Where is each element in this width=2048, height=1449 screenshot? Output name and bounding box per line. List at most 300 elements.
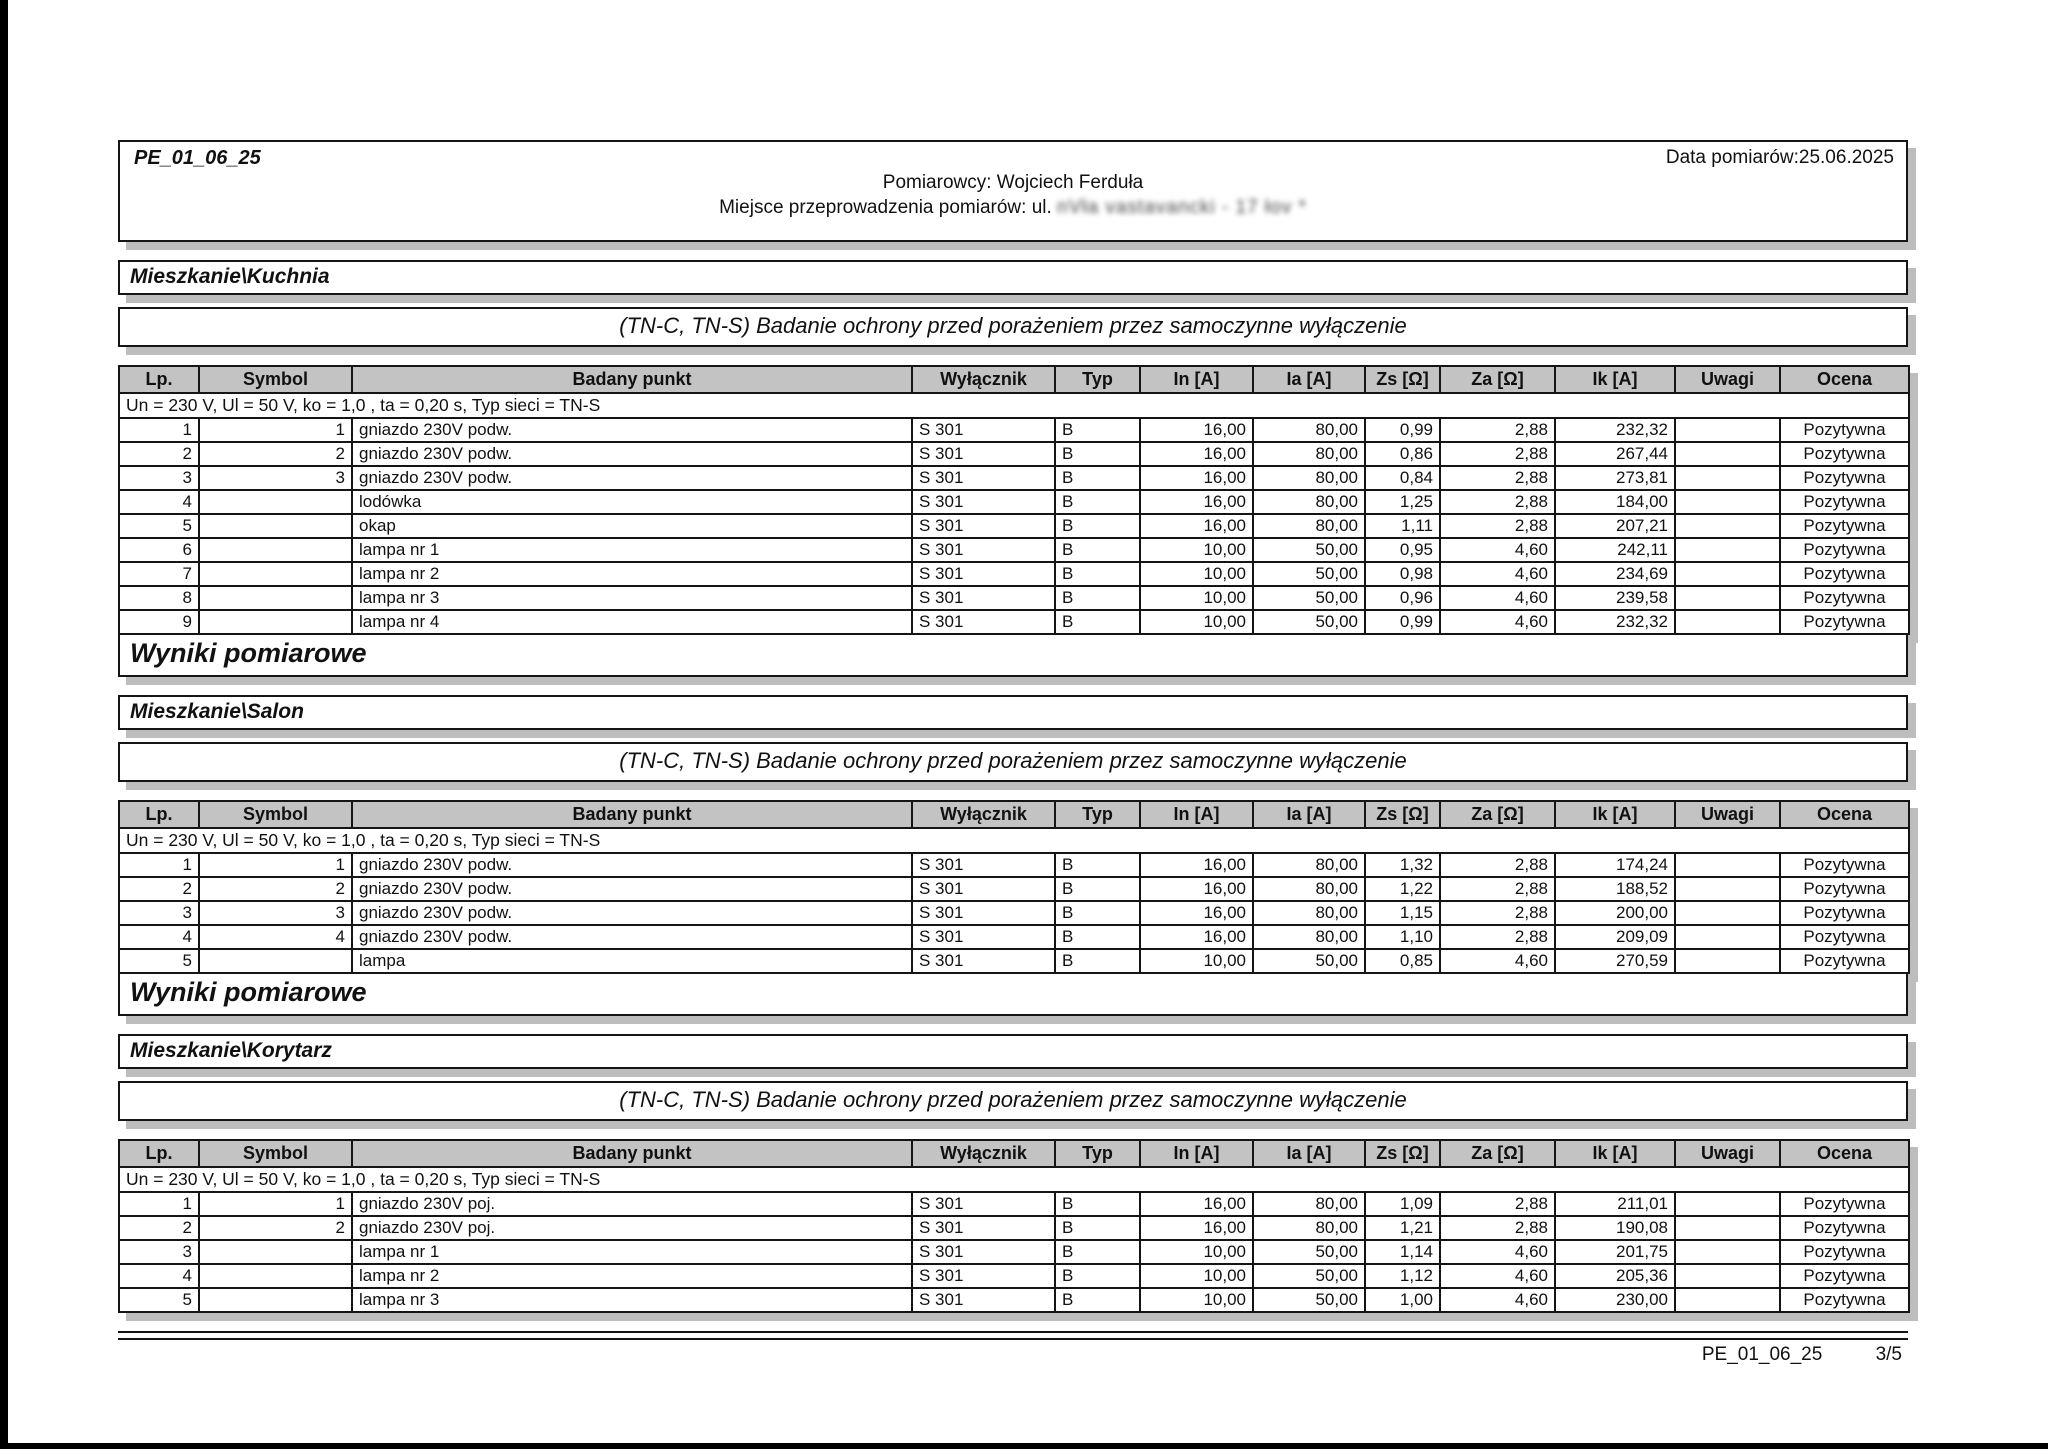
table-cell — [1675, 1288, 1780, 1312]
table-cell — [199, 1288, 352, 1312]
table-cell: Pozytywna — [1780, 1264, 1909, 1288]
page-footer — [118, 1344, 1908, 1366]
table-cell: 0,95 — [1365, 538, 1440, 562]
table-cell: 4,60 — [1440, 1240, 1555, 1264]
table-row — [119, 466, 1909, 490]
table-cell: B — [1055, 538, 1140, 562]
table-cell: 4 — [119, 1264, 199, 1288]
column-header: Zs [Ω] — [1365, 366, 1440, 393]
table-cell: 50,00 — [1253, 586, 1365, 610]
table-cell: 2,88 — [1440, 514, 1555, 538]
table-cell: B — [1055, 562, 1140, 586]
section-name: Mieszkanie\Salon — [118, 695, 1908, 730]
table-cell: 16,00 — [1140, 418, 1253, 442]
params-row — [119, 393, 1909, 418]
table-row — [119, 490, 1909, 514]
table-cell: 80,00 — [1253, 1216, 1365, 1240]
table-cell: 0,85 — [1365, 949, 1440, 973]
table-cell: 1,09 — [1365, 1192, 1440, 1216]
table-cell — [199, 514, 352, 538]
table-cell: 1,11 — [1365, 514, 1440, 538]
table-cell: 1 — [119, 853, 199, 877]
table-cell — [1675, 1192, 1780, 1216]
table-cell: S 301 — [912, 1240, 1055, 1264]
table-cell: 1,12 — [1365, 1264, 1440, 1288]
table-cell: 209,09 — [1555, 925, 1675, 949]
table-cell: 5 — [119, 514, 199, 538]
table-cell: 201,75 — [1555, 1240, 1675, 1264]
table-row — [119, 1216, 1909, 1240]
table-cell: 80,00 — [1253, 490, 1365, 514]
table-cell: 80,00 — [1253, 877, 1365, 901]
table-cell — [1675, 610, 1780, 634]
measurement-table — [118, 800, 1910, 974]
table-cell: 4,60 — [1440, 1288, 1555, 1312]
table-cell: 80,00 — [1253, 853, 1365, 877]
column-header: Za [Ω] — [1440, 366, 1555, 393]
table-row — [119, 949, 1909, 973]
table-cell: 80,00 — [1253, 1192, 1365, 1216]
table-cell: S 301 — [912, 877, 1055, 901]
table-cell: 2 — [119, 877, 199, 901]
scan-edge-bottom — [0, 1443, 2048, 1449]
table-cell: 80,00 — [1253, 925, 1365, 949]
table-cell: Pozytywna — [1780, 877, 1909, 901]
table-cell: 5 — [119, 949, 199, 973]
table-cell: lampa nr 2 — [352, 1264, 912, 1288]
table-cell: 2,88 — [1440, 853, 1555, 877]
column-header: Typ — [1055, 366, 1140, 393]
table-cell: gniazdo 230V podw. — [352, 877, 912, 901]
table-cell: Pozytywna — [1780, 853, 1909, 877]
table-cell: 0,86 — [1365, 442, 1440, 466]
table-cell: 207,21 — [1555, 514, 1675, 538]
column-header: Lp. — [119, 366, 199, 393]
table-cell: 0,99 — [1365, 610, 1440, 634]
table-cell: S 301 — [912, 1192, 1055, 1216]
table-cell: B — [1055, 1216, 1140, 1240]
table-cell: 3 — [119, 901, 199, 925]
column-header: Zs [Ω] — [1365, 1140, 1440, 1167]
room-section — [118, 695, 1908, 1016]
table-cell: B — [1055, 853, 1140, 877]
table-cell: 16,00 — [1140, 514, 1253, 538]
table-cell — [1675, 586, 1780, 610]
table-cell: 10,00 — [1140, 1264, 1253, 1288]
column-header: Symbol — [199, 1140, 352, 1167]
table-cell: 3 — [199, 466, 352, 490]
table-cell: 188,52 — [1555, 877, 1675, 901]
table-cell: 4,60 — [1440, 538, 1555, 562]
table-cell — [199, 562, 352, 586]
table-cell — [199, 538, 352, 562]
params-line: Un = 230 V, Ul = 50 V, ko = 1,0 , ta = 0,20 s, Typ sieci = TN-S — [119, 828, 1909, 853]
column-header: Ocena — [1780, 801, 1909, 828]
footer-page-indicator: 3/5 — [1875, 1344, 1902, 1365]
table-cell: 80,00 — [1253, 901, 1365, 925]
column-header: Wyłącznik — [912, 1140, 1055, 1167]
table-title: (TN-C, TN-S) Badanie ochrony przed porażeniem przez samoczynne wyłączenie — [118, 307, 1908, 347]
table-cell: 50,00 — [1253, 949, 1365, 973]
table-cell: 10,00 — [1140, 586, 1253, 610]
table-cell: B — [1055, 418, 1140, 442]
table-cell: 2,88 — [1440, 466, 1555, 490]
table-cell: gniazdo 230V podw. — [352, 925, 912, 949]
table-cell: Pozytywna — [1780, 1240, 1909, 1264]
table-cell: 4 — [119, 925, 199, 949]
table-cell: 0,96 — [1365, 586, 1440, 610]
measurement-date: Data pomiarów:25.06.2025 — [1665, 147, 1894, 168]
table-cell: S 301 — [912, 1264, 1055, 1288]
column-header: Za [Ω] — [1440, 801, 1555, 828]
table-cell: S 301 — [912, 1216, 1055, 1240]
table-cell: S 301 — [912, 586, 1055, 610]
column-header: In [A] — [1140, 366, 1253, 393]
table-row — [119, 853, 1909, 877]
table-cell: 80,00 — [1253, 514, 1365, 538]
column-header: Ia [A] — [1253, 1140, 1365, 1167]
table-row — [119, 418, 1909, 442]
table-cell: 1 — [119, 1192, 199, 1216]
table-cell: lampa nr 3 — [352, 1288, 912, 1312]
column-header: Lp. — [119, 801, 199, 828]
measurement-table — [118, 1139, 1910, 1313]
table-cell: 1,00 — [1365, 1288, 1440, 1312]
column-header: Wyłącznik — [912, 366, 1055, 393]
table-cell: gniazdo 230V podw. — [352, 853, 912, 877]
results-heading: Wyniki pomiarowe — [118, 972, 1908, 1016]
table-cell: B — [1055, 1264, 1140, 1288]
section-name: Mieszkanie\Kuchnia — [118, 260, 1908, 295]
table-cell: B — [1055, 1288, 1140, 1312]
table-cell: 2 — [199, 442, 352, 466]
footer-document-id: PE_01_06_25 — [1701, 1344, 1823, 1365]
table-cell: S 301 — [912, 490, 1055, 514]
column-header: In [A] — [1140, 801, 1253, 828]
report-header — [118, 140, 1908, 242]
table-cell: gniazdo 230V podw. — [352, 466, 912, 490]
column-header: Symbol — [199, 366, 352, 393]
table-cell: B — [1055, 466, 1140, 490]
table-cell: 242,11 — [1555, 538, 1675, 562]
table-cell: gniazdo 230V podw. — [352, 442, 912, 466]
table-cell: 200,00 — [1555, 901, 1675, 925]
column-header: Zs [Ω] — [1365, 801, 1440, 828]
table-cell: 3 — [119, 466, 199, 490]
table-cell: lampa nr 1 — [352, 538, 912, 562]
table-header-row — [119, 801, 1909, 828]
table-cell: Pozytywna — [1780, 490, 1909, 514]
location-line — [120, 195, 1906, 220]
table-cell — [1675, 490, 1780, 514]
table-cell: 4,60 — [1440, 586, 1555, 610]
table-cell: Pozytywna — [1780, 562, 1909, 586]
table-cell: B — [1055, 610, 1140, 634]
table-cell: S 301 — [912, 562, 1055, 586]
table-cell: 1 — [199, 853, 352, 877]
table-cell — [1675, 562, 1780, 586]
measurement-table — [118, 365, 1910, 635]
table-cell: 4,60 — [1440, 610, 1555, 634]
table-cell: 16,00 — [1140, 1216, 1253, 1240]
table-row — [119, 901, 1909, 925]
table-header-row — [119, 1140, 1909, 1167]
table-cell: gniazdo 230V podw. — [352, 418, 912, 442]
location-prefix: Miejsce przeprowadzenia pomiarów: ul. — [719, 197, 1052, 218]
table-cell: B — [1055, 949, 1140, 973]
table-cell — [1675, 925, 1780, 949]
table-cell: 1,32 — [1365, 853, 1440, 877]
table-cell: 50,00 — [1253, 562, 1365, 586]
table-row — [119, 442, 1909, 466]
table-cell: 6 — [119, 538, 199, 562]
table-title: (TN-C, TN-S) Badanie ochrony przed porażeniem przez samoczynne wyłączenie — [118, 742, 1908, 782]
table-cell: gniazdo 230V poj. — [352, 1192, 912, 1216]
table-cell: 2,88 — [1440, 925, 1555, 949]
table-cell: 239,58 — [1555, 586, 1675, 610]
table-cell: 1 — [199, 1192, 352, 1216]
column-header: Uwagi — [1675, 1140, 1780, 1167]
table-cell: 50,00 — [1253, 1264, 1365, 1288]
table-cell: S 301 — [912, 514, 1055, 538]
sections-container — [118, 260, 1908, 1313]
column-header: Ik [A] — [1555, 1140, 1675, 1167]
column-header: Ocena — [1780, 366, 1909, 393]
table-cell — [199, 1240, 352, 1264]
table-cell: 4,60 — [1440, 562, 1555, 586]
table-cell — [1675, 514, 1780, 538]
table-cell: 4,60 — [1440, 1264, 1555, 1288]
table-cell: 16,00 — [1140, 1192, 1253, 1216]
table-cell — [1675, 1240, 1780, 1264]
column-header: Uwagi — [1675, 366, 1780, 393]
table-cell: 10,00 — [1140, 610, 1253, 634]
table-cell: 2 — [199, 1216, 352, 1240]
table-cell: Pozytywna — [1780, 418, 1909, 442]
column-header: Za [Ω] — [1440, 1140, 1555, 1167]
table-cell — [1675, 949, 1780, 973]
table-cell: 2,88 — [1440, 442, 1555, 466]
table-cell: Pozytywna — [1780, 514, 1909, 538]
table-cell: 2,88 — [1440, 1216, 1555, 1240]
table-cell: 10,00 — [1140, 1240, 1253, 1264]
table-cell: 4 — [199, 925, 352, 949]
table-cell: B — [1055, 1240, 1140, 1264]
table-cell: lampa nr 3 — [352, 586, 912, 610]
table-cell: 211,01 — [1555, 1192, 1675, 1216]
table-cell: 1,10 — [1365, 925, 1440, 949]
column-header: Uwagi — [1675, 801, 1780, 828]
table-cell: 2,88 — [1440, 490, 1555, 514]
table-cell: lodówka — [352, 490, 912, 514]
table-cell — [199, 586, 352, 610]
room-section — [118, 260, 1908, 677]
column-header: Ia [A] — [1253, 366, 1365, 393]
table-cell: B — [1055, 925, 1140, 949]
table-cell — [1675, 853, 1780, 877]
table-cell: B — [1055, 1192, 1140, 1216]
table-cell: S 301 — [912, 949, 1055, 973]
table-cell: 9 — [119, 610, 199, 634]
table-cell: B — [1055, 514, 1140, 538]
column-header: Badany punkt — [352, 1140, 912, 1167]
table-cell: 16,00 — [1140, 466, 1253, 490]
table-cell: 273,81 — [1555, 466, 1675, 490]
table-cell: S 301 — [912, 610, 1055, 634]
table-cell: Pozytywna — [1780, 538, 1909, 562]
table-cell: 2 — [119, 1216, 199, 1240]
table-cell: S 301 — [912, 1288, 1055, 1312]
table-cell: 3 — [199, 901, 352, 925]
room-section — [118, 1034, 1908, 1313]
table-cell: 10,00 — [1140, 949, 1253, 973]
table-cell: okap — [352, 514, 912, 538]
table-cell — [199, 610, 352, 634]
table-cell: 232,32 — [1555, 610, 1675, 634]
table-cell — [1675, 418, 1780, 442]
column-header: Ia [A] — [1253, 801, 1365, 828]
table-cell: B — [1055, 901, 1140, 925]
table-cell: Pozytywna — [1780, 949, 1909, 973]
location-redacted: nVła vastavancki - 17 łov * — [1057, 197, 1307, 218]
table-row — [119, 1240, 1909, 1264]
table-cell: S 301 — [912, 901, 1055, 925]
table-cell: 10,00 — [1140, 1288, 1253, 1312]
table-cell: lampa nr 2 — [352, 562, 912, 586]
table-cell — [1675, 442, 1780, 466]
column-header: Typ — [1055, 1140, 1140, 1167]
surveyors-line: Pomiarowcy: Wojciech Ferduła — [882, 172, 1144, 193]
table-cell: S 301 — [912, 925, 1055, 949]
table-cell: S 301 — [912, 538, 1055, 562]
table-cell: 270,59 — [1555, 949, 1675, 973]
table-cell: 234,69 — [1555, 562, 1675, 586]
table-cell: lampa nr 4 — [352, 610, 912, 634]
table-cell: Pozytywna — [1780, 1192, 1909, 1216]
table-cell: 16,00 — [1140, 442, 1253, 466]
table-cell: 1 — [199, 418, 352, 442]
table-cell — [1675, 466, 1780, 490]
params-line: Un = 230 V, Ul = 50 V, ko = 1,0 , ta = 0,20 s, Typ sieci = TN-S — [119, 1167, 1909, 1192]
table-row — [119, 1264, 1909, 1288]
table-cell — [1675, 1264, 1780, 1288]
table-cell: 10,00 — [1140, 538, 1253, 562]
table-cell: 2,88 — [1440, 901, 1555, 925]
table-cell: Pozytywna — [1780, 610, 1909, 634]
column-header: Ik [A] — [1555, 366, 1675, 393]
table-row — [119, 562, 1909, 586]
scan-edge-left — [0, 0, 8, 1449]
table-cell: 50,00 — [1253, 1240, 1365, 1264]
column-header: Badany punkt — [352, 801, 912, 828]
table-cell: 16,00 — [1140, 490, 1253, 514]
table-cell: 16,00 — [1140, 853, 1253, 877]
table-cell: 0,84 — [1365, 466, 1440, 490]
table-cell: 50,00 — [1253, 1288, 1365, 1312]
table-cell: 230,00 — [1555, 1288, 1675, 1312]
table-cell: S 301 — [912, 853, 1055, 877]
table-cell: 80,00 — [1253, 442, 1365, 466]
table-row — [119, 610, 1909, 634]
table-cell: 2 — [119, 442, 199, 466]
table-cell: Pozytywna — [1780, 442, 1909, 466]
table-row — [119, 538, 1909, 562]
table-cell: Pozytywna — [1780, 901, 1909, 925]
table-cell: Pozytywna — [1780, 925, 1909, 949]
table-cell: 10,00 — [1140, 562, 1253, 586]
table-cell: Pozytywna — [1780, 586, 1909, 610]
table-cell: 0,99 — [1365, 418, 1440, 442]
table-cell: lampa nr 1 — [352, 1240, 912, 1264]
column-header: Ik [A] — [1555, 801, 1675, 828]
report-content — [118, 140, 1908, 1366]
table-cell: 184,00 — [1555, 490, 1675, 514]
table-cell: 1,22 — [1365, 877, 1440, 901]
table-cell: B — [1055, 442, 1140, 466]
table-cell: B — [1055, 490, 1140, 514]
table-cell: 2,88 — [1440, 877, 1555, 901]
document-id: PE_01_06_25 — [134, 147, 261, 169]
table-cell: 267,44 — [1555, 442, 1675, 466]
table-cell — [199, 490, 352, 514]
column-header: In [A] — [1140, 1140, 1253, 1167]
table-cell: 4,60 — [1440, 949, 1555, 973]
table-cell: 1,21 — [1365, 1216, 1440, 1240]
table-cell: 2,88 — [1440, 1192, 1555, 1216]
table-cell: 1,25 — [1365, 490, 1440, 514]
table-cell: 174,24 — [1555, 853, 1675, 877]
table-row — [119, 1288, 1909, 1312]
table-cell: Pozytywna — [1780, 466, 1909, 490]
table-cell: 16,00 — [1140, 925, 1253, 949]
table-cell: Pozytywna — [1780, 1288, 1909, 1312]
table-cell: 16,00 — [1140, 901, 1253, 925]
column-header: Typ — [1055, 801, 1140, 828]
table-cell: 50,00 — [1253, 538, 1365, 562]
table-cell — [199, 949, 352, 973]
table-cell — [199, 1264, 352, 1288]
table-cell: 80,00 — [1253, 466, 1365, 490]
table-row — [119, 514, 1909, 538]
table-cell: 50,00 — [1253, 610, 1365, 634]
table-cell: lampa — [352, 949, 912, 973]
table-cell: 1,14 — [1365, 1240, 1440, 1264]
table-cell: Pozytywna — [1780, 1216, 1909, 1240]
table-cell: 4 — [119, 490, 199, 514]
table-cell: B — [1055, 877, 1140, 901]
table-title: (TN-C, TN-S) Badanie ochrony przed porażeniem przez samoczynne wyłączenie — [118, 1081, 1908, 1121]
table-row — [119, 877, 1909, 901]
table-row — [119, 586, 1909, 610]
column-header: Ocena — [1780, 1140, 1909, 1167]
table-row — [119, 925, 1909, 949]
section-name: Mieszkanie\Korytarz — [118, 1034, 1908, 1069]
table-cell: 80,00 — [1253, 418, 1365, 442]
table-cell: 7 — [119, 562, 199, 586]
table-cell: 190,08 — [1555, 1216, 1675, 1240]
table-cell: gniazdo 230V poj. — [352, 1216, 912, 1240]
table-cell: 5 — [119, 1288, 199, 1312]
table-cell: S 301 — [912, 466, 1055, 490]
params-line: Un = 230 V, Ul = 50 V, ko = 1,0 , ta = 0,20 s, Typ sieci = TN-S — [119, 393, 1909, 418]
column-header: Badany punkt — [352, 366, 912, 393]
table-cell: S 301 — [912, 442, 1055, 466]
report-header-top — [120, 142, 1906, 170]
table-cell: 2,88 — [1440, 418, 1555, 442]
table-cell: 232,32 — [1555, 418, 1675, 442]
table-cell — [1675, 1216, 1780, 1240]
table-header-row — [119, 366, 1909, 393]
